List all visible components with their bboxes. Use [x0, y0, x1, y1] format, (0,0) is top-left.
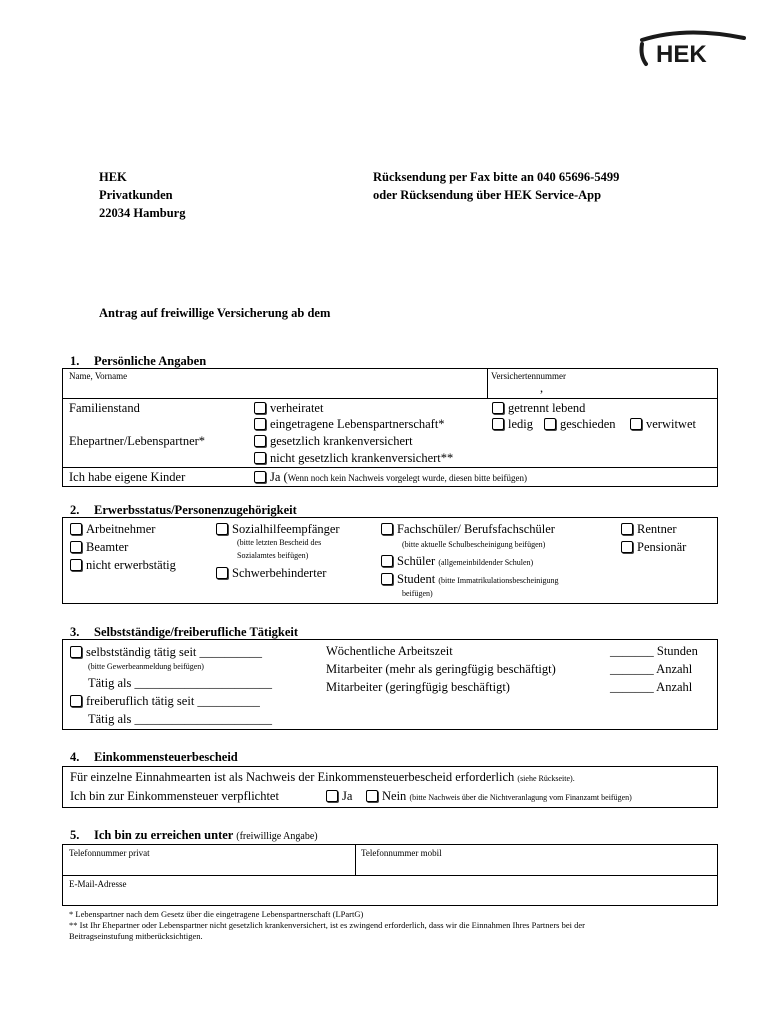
steuer-pflicht-label: Ich bin zur Einkommensteuer verpflichtet	[70, 789, 279, 803]
logo-text: HEK	[656, 41, 707, 68]
selbststaendig-checkbox[interactable]	[70, 646, 82, 658]
kinder-note: Wenn noch kein Nachweis vorgelegt wurde, diesen bitte beifügen)	[287, 473, 527, 483]
gewerbe-note: (bitte Gewerbeanmeldung beifügen)	[88, 662, 204, 671]
ehepartner-label: Ehepartner/Lebenspartner*	[69, 434, 206, 448]
section-3-heading: 3. Selbstständige/freiberufliche Tätigkeit	[70, 625, 299, 639]
tel-mobil-field[interactable]	[359, 860, 714, 872]
sozialhilfe-checkbox[interactable]	[216, 523, 228, 535]
address-line: Privatkunden	[99, 188, 173, 202]
verheiratet-checkbox[interactable]	[254, 402, 266, 414]
schueler-checkbox[interactable]	[381, 555, 393, 567]
schwerbehindert-checkbox[interactable]	[216, 567, 228, 579]
student-checkbox[interactable]	[381, 573, 393, 585]
section-5-heading: 5. Ich bin zu erreichen unter (freiwillige Angabe)	[70, 828, 318, 842]
fachschueler-note: (bitte aktuelle Schulbescheinigung beifügen)	[402, 540, 546, 549]
sozialhilfe-note: (bitte letzten Bescheid des	[237, 538, 322, 547]
taetig-als-field[interactable]: Tätig als ______________________	[88, 676, 273, 690]
footnote: ** Ist Ihr Ehepartner oder Lebenspartner nicht gesetzlich krankenversichert, ist es zwingend erforderlich, dass wir die Einnahmen Ihres Partners bei der	[69, 920, 585, 930]
lebenspartnerschaft-checkbox[interactable]	[254, 418, 266, 430]
mitarbeiter-label: Mitarbeiter (geringfügig beschäftigt)	[326, 680, 510, 694]
tel-privat-label: Telefonnummer privat	[69, 848, 150, 858]
section-2-heading: 2. Erwerbsstatus/Personenzugehörigkeit	[70, 503, 297, 517]
tel-mobil-label: Telefonnummer mobil	[361, 848, 442, 858]
steuer-nein-checkbox[interactable]	[366, 790, 378, 802]
vnr-field[interactable]	[491, 384, 711, 396]
fax-info	[373, 168, 619, 204]
name-label: Name, Vorname	[69, 371, 128, 381]
name-field[interactable]	[80, 384, 480, 396]
hek-logo	[636, 30, 748, 70]
getrennt-checkbox[interactable]	[492, 402, 504, 414]
steuer-ja-checkbox[interactable]	[326, 790, 338, 802]
footnote: * Lebenspartner nach dem Gesetz über die eingetragene Lebenspartnerschaft (LPartG)	[69, 909, 364, 919]
taetig-als-field[interactable]: Tätig als ______________________	[88, 712, 273, 726]
app-line: oder Rücksendung über HEK Service-App	[373, 188, 602, 202]
steuer-line: Für einzelne Einnahmearten ist als Nachweis der Einkommensteuerbescheid erforderlich (siehe Rückseite).	[70, 770, 575, 784]
vnr-label: Versichertennummer	[491, 371, 566, 381]
section-1-heading: 1. Persönliche Angaben	[70, 354, 207, 368]
kinder-label: Ich habe eigene Kinder	[69, 470, 186, 484]
vnr-mark: ,	[540, 381, 544, 395]
familienstand-label: Familienstand	[69, 401, 140, 415]
recipient-address	[99, 168, 185, 222]
footnote: Beitragseinstufung mitberücksichtigen.	[69, 931, 203, 941]
beamter-checkbox[interactable]	[70, 541, 82, 553]
freiberuflich-checkbox[interactable]	[70, 695, 82, 707]
arbeitszeit-label: Wöchentliche Arbeitszeit	[326, 644, 453, 658]
gesetzlich-checkbox[interactable]	[254, 435, 266, 447]
fax-line: Rücksendung per Fax bitte an 040 65696-5499	[373, 170, 620, 184]
address-line: 22034 Hamburg	[99, 206, 186, 220]
section-4-heading: 4. Einkommensteuerbescheid	[70, 750, 238, 764]
student-note: beifügen)	[402, 589, 433, 598]
stunden-field[interactable]: _______ Stunden	[610, 644, 698, 658]
ledig-checkbox[interactable]	[492, 418, 504, 430]
address-line: HEK	[99, 170, 127, 184]
verwitwet-checkbox[interactable]	[630, 418, 642, 430]
form-title: Antrag auf freiwillige Versicherung ab dem	[99, 306, 331, 320]
kinder-ja-checkbox[interactable]	[254, 471, 266, 483]
anzahl-field[interactable]: _______ Anzahl	[610, 662, 693, 676]
nicht-erwerbstaetig-checkbox[interactable]	[70, 559, 82, 571]
email-field[interactable]	[66, 890, 714, 903]
arbeitnehmer-checkbox[interactable]	[70, 523, 82, 535]
email-label: E-Mail-Adresse	[69, 879, 127, 889]
mitarbeiter-label: Mitarbeiter (mehr als geringfügig beschäftigt)	[326, 662, 556, 676]
anzahl-field[interactable]: _______ Anzahl	[610, 680, 693, 694]
pensionaer-checkbox[interactable]	[621, 541, 633, 553]
nicht-gesetzlich-checkbox[interactable]	[254, 452, 266, 464]
tel-privat-field[interactable]	[66, 860, 351, 872]
fachschueler-checkbox[interactable]	[381, 523, 393, 535]
geschieden-checkbox[interactable]	[544, 418, 556, 430]
rentner-checkbox[interactable]	[621, 523, 633, 535]
footnotes	[69, 909, 719, 942]
sozialhilfe-note: Sozialamtes beifügen)	[237, 551, 309, 560]
